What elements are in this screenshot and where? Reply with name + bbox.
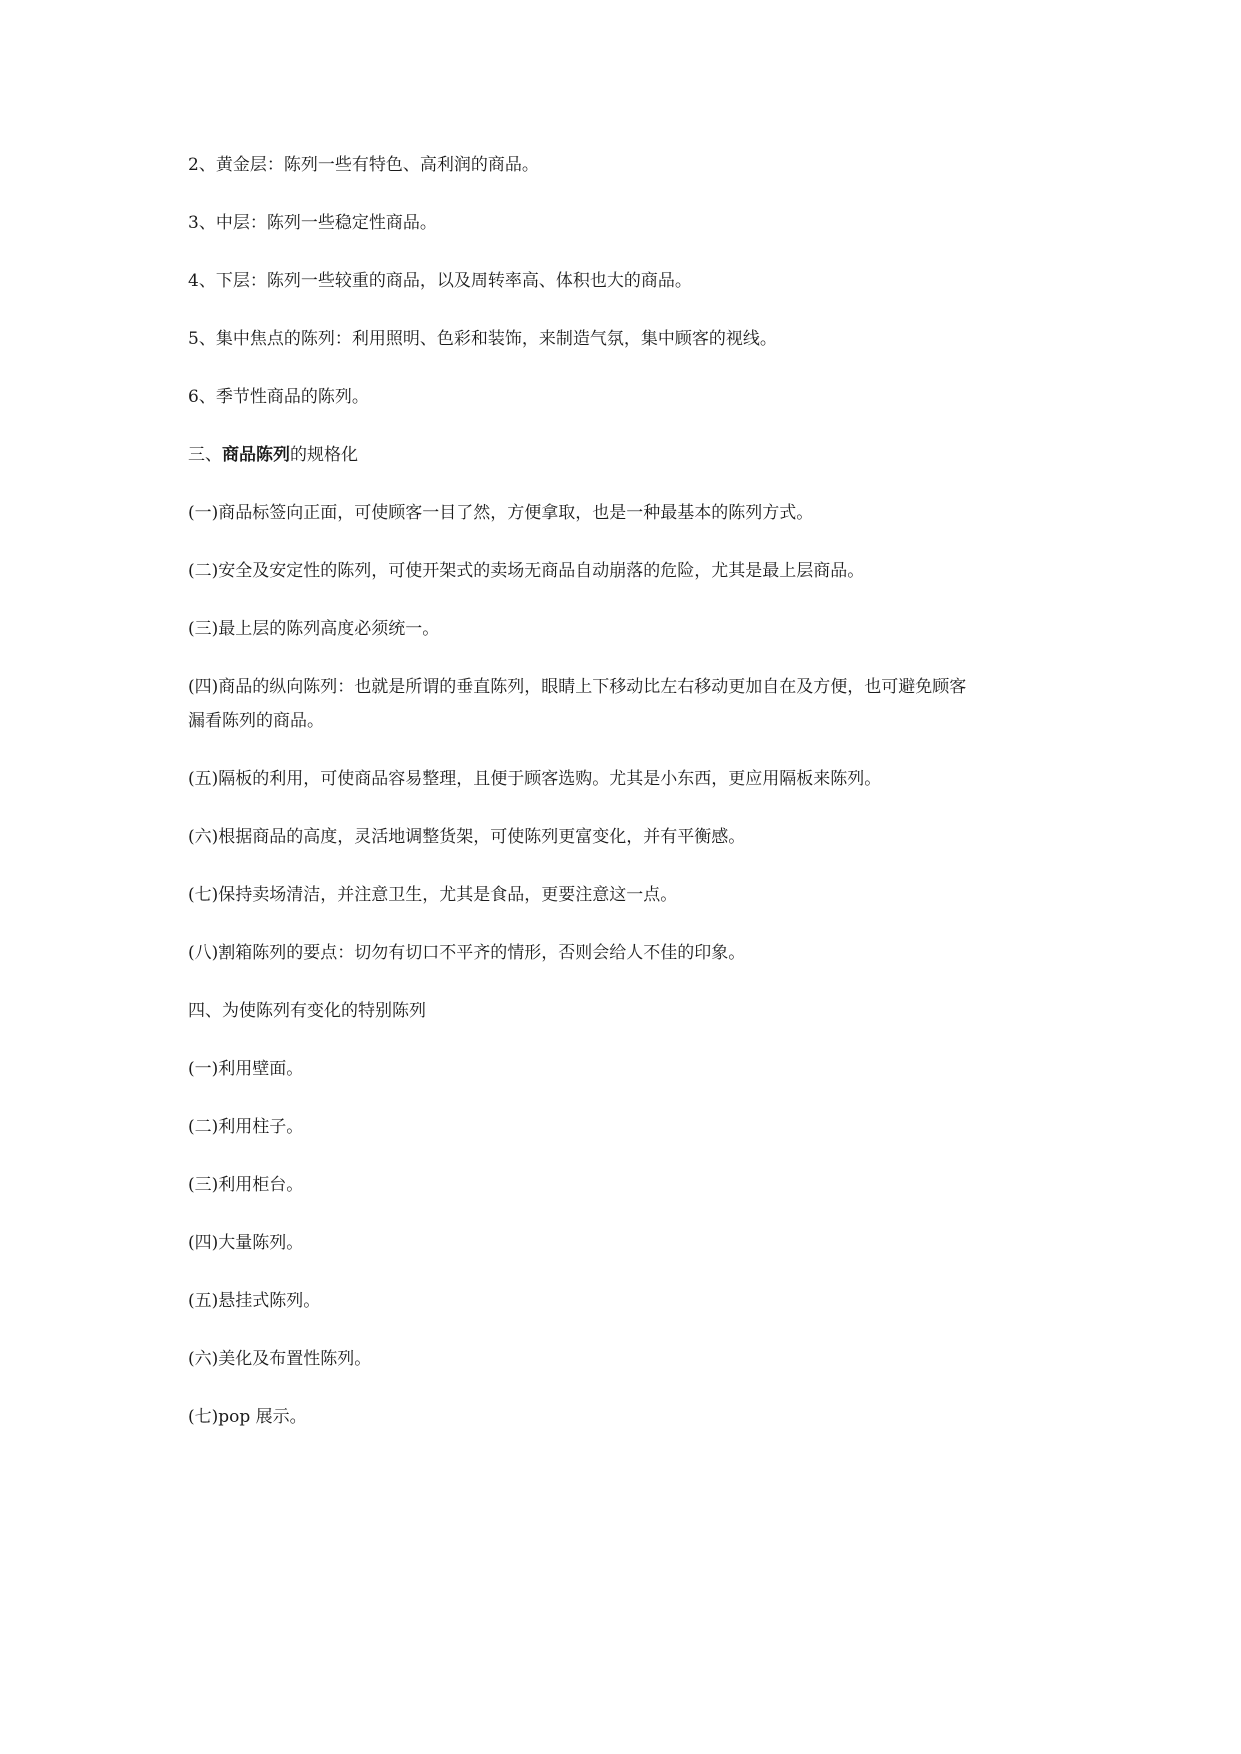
list-item: (八)割箱陈列的要点：切勿有切口不平齐的情形，否则会给人不佳的印象。 <box>188 943 746 963</box>
list-item: (三)最上层的陈列高度必须统一。 <box>188 619 440 639</box>
list-item: (七)保持卖场清洁，并注意卫生，尤其是食品，更要注意这一点。 <box>188 885 678 905</box>
list-item: (一)商品标签向正面，可使顾客一目了然，方便拿取，也是一种最基本的陈列方式。 <box>188 503 814 523</box>
list-item: (三)利用柜台。 <box>188 1175 304 1195</box>
list-item-continuation: 漏看陈列的商品。 <box>188 711 324 731</box>
section-heading <box>188 438 1068 472</box>
list-item: (六)美化及布置性陈列。 <box>188 1349 372 1369</box>
section-heading-suffix: 的规格化 <box>290 445 358 465</box>
list-item: 2、黄金层：陈列一些有特色、高利润的商品。 <box>188 155 539 175</box>
list-item: (二)利用柱子。 <box>188 1117 304 1137</box>
list-item: (五)隔板的利用，可使商品容易整理，且便于顾客选购。尤其是小东西，更应用隔板来陈列。 <box>188 769 882 789</box>
list-item: (六)根据商品的高度，灵活地调整货架，可使陈列更富变化，并有平衡感。 <box>188 827 746 847</box>
list-item: (一)利用壁面。 <box>188 1059 304 1079</box>
list-item: (七)pop 展示。 <box>188 1407 307 1427</box>
list-item: 5、集中焦点的陈列：利用照明、色彩和装饰，来制造气氛，集中顾客的视线。 <box>188 329 777 349</box>
section-heading-prefix: 三、 <box>188 445 222 465</box>
list-item: 3、中层：陈列一些稳定性商品。 <box>188 213 437 233</box>
section-heading: 四、为使陈列有变化的特别陈列 <box>188 1001 426 1021</box>
list-item: (四)大量陈列。 <box>188 1233 304 1253</box>
section-heading-bold: 商品陈列 <box>222 445 290 465</box>
list-item: 4、下层：陈列一些较重的商品，以及周转率高、体积也大的商品。 <box>188 271 692 291</box>
list-item: (五)悬挂式陈列。 <box>188 1291 321 1311</box>
list-item: (二)安全及安定性的陈列，可使开架式的卖场无商品自动崩落的危险，尤其是最上层商品。 <box>188 561 865 581</box>
list-item: (四)商品的纵向陈列：也就是所谓的垂直陈列，眼睛上下移动比左右移动更加自在及方便，也可避免顾客 <box>188 677 967 697</box>
list-item: 6、季节性商品的陈列。 <box>188 387 369 407</box>
